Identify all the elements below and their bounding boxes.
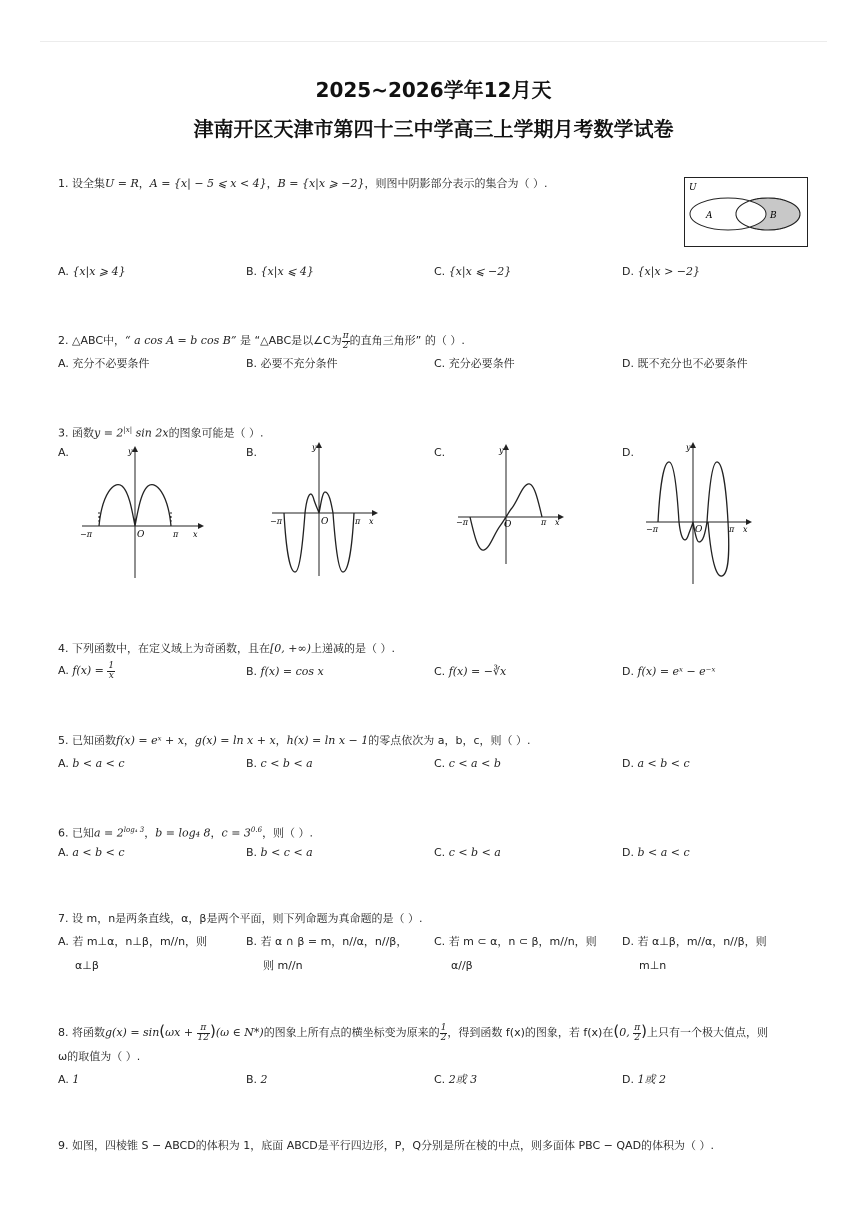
q7-option-d[interactable]: D. 若 α⊥β，m//α，n//β，则 m⊥n [622, 935, 767, 972]
q2-option-a[interactable]: A. 充分不必要条件 [58, 357, 150, 370]
q2-option-d[interactable]: D. 既不充分也不必要条件 [622, 357, 748, 370]
q5-option-b[interactable]: B. c < b < a [246, 757, 313, 770]
svg-text:π: π [355, 517, 361, 526]
q2-option-b[interactable]: B. 必要不充分条件 [246, 357, 338, 370]
q7-option-c[interactable]: C. 若 m ⊂ α，n ⊂ β，m//n，则 α//β [434, 935, 597, 972]
venn-b-label: B [770, 211, 777, 221]
svg-text:O: O [321, 517, 329, 527]
q3-graph-c[interactable] [454, 444, 566, 582]
q4-option-d[interactable]: D. f(x) = eˣ − e⁻ˣ [622, 665, 716, 678]
svg-text:x: x [193, 530, 198, 539]
q5-option-a[interactable]: A. b < a < c [58, 757, 125, 770]
question-4-stem: 4. 下列函数中，在定义域上为奇函数，且在[0, +∞)上递减的是（ ）. [58, 642, 395, 655]
q3-option-b-label[interactable]: B. [246, 446, 258, 459]
q6-option-a[interactable]: A. a < b < c [58, 846, 125, 859]
q4-option-b[interactable]: B. f(x) = cos x [246, 665, 324, 678]
q3-graph-d[interactable] [642, 440, 754, 586]
q7-option-b[interactable]: B. 若 α ∩ β = m，n//α，n//β， 则 m//n [246, 935, 408, 972]
q1-option-a[interactable]: A. {x|x ⩾ 4} [58, 265, 126, 278]
q1-option-b[interactable]: B. {x|x ⩽ 4} [246, 265, 314, 278]
q8-option-d[interactable]: D. 1或 2 [622, 1073, 666, 1086]
exam-title-line1: 2025~2026学年12月天 [315, 78, 552, 102]
question-1-stem: 1. 设全集U = R，A = {x| − 5 ⩽ x < 4}，B = {x|x ⩾ −2}，则图中阴影部分表示的集合为（ ）. [58, 177, 548, 190]
svg-text:−π: −π [80, 530, 92, 539]
q3-graph-b[interactable] [268, 440, 380, 578]
svg-text:y: y [128, 447, 133, 456]
q2-option-c[interactable]: C. 充分必要条件 [434, 357, 515, 370]
svg-text:O: O [695, 525, 703, 535]
svg-text:y: y [312, 443, 317, 452]
q7-option-a[interactable]: A. 若 m⊥α，n⊥β，m//n，则 α⊥β [58, 935, 208, 972]
svg-text:−π: −π [270, 517, 282, 526]
q3-option-a-label[interactable]: A. [58, 446, 69, 459]
q4-option-a[interactable]: A. f(x) = $\frac{1}{x}$ [58, 660, 115, 681]
svg-text:−π: −π [456, 518, 468, 527]
svg-text:x: x [555, 518, 560, 527]
venn-u-label: U [689, 183, 697, 193]
venn-a-label: A [706, 211, 713, 221]
q5-option-c[interactable]: C. c < a < b [434, 757, 501, 770]
svg-text:x: x [743, 525, 748, 534]
q3-option-d-label[interactable]: D. [622, 446, 634, 459]
venn-diagram [684, 177, 808, 247]
question-6-stem: 6. 已知$a = 2^{log_4 3}$，b = log₄ 8，$c = 3^{0.6}$，则（ ）. [58, 826, 314, 840]
q4-option-c[interactable]: C. f(x) = −∛x [434, 665, 507, 678]
svg-text:−π: −π [646, 525, 658, 534]
top-rule [40, 41, 827, 42]
svg-text:y: y [499, 446, 504, 455]
question-5-stem: 5. 已知函数f(x) = eˣ + x，g(x) = ln x + x，h(x) = ln x − 1的零点依次为 a，b，c，则（ ）. [58, 734, 531, 747]
q6-option-b[interactable]: B. b < c < a [246, 846, 313, 859]
svg-text:π: π [729, 525, 735, 534]
svg-text:π: π [541, 518, 547, 527]
q6-option-c[interactable]: C. c < b < a [434, 846, 501, 859]
q5-option-d[interactable]: D. a < b < c [622, 757, 690, 770]
q3-option-c-label[interactable]: C. [434, 446, 446, 459]
question-9-stem: 9. 如图，四棱锥 S − ABCD的体积为 1，底面 ABCD是平行四边形，P，Q分别是所在棱的中点，则多面体 PBC − QAD的体积为（ ）. [58, 1139, 715, 1152]
question-3-stem: 3. 函数$y = 2^{|x|}$ sin 2x的图象可能是（ ）. [58, 426, 264, 440]
q3-graph-a[interactable] [74, 444, 204, 582]
q6-option-d[interactable]: D. b < a < c [622, 846, 690, 859]
exam-title-line2: 津南开区天津市第四十三中学高三上学期月考数学试卷 [193, 117, 674, 141]
svg-text:O: O [504, 520, 512, 530]
question-2-stem: 2. △ABC中，“ a cos A = b cos B” 是 “△ABC是以∠C为 $\frac{\pi}{2}$ 的直角三角形” 的（ ）. [58, 330, 465, 351]
q1-option-d[interactable]: D. {x|x > −2} [622, 265, 701, 278]
svg-text:x: x [369, 517, 374, 526]
q8-option-a[interactable]: A. 1 [58, 1073, 80, 1086]
svg-text:π: π [173, 530, 179, 539]
q2-fraction: $\frac{\pi}{2}$ [342, 330, 349, 351]
question-7-stem: 7. 设 m，n是两条直线，α，β是两个平面，则下列命题为真命题的是（ ）. [58, 912, 423, 925]
svg-text:O: O [137, 530, 145, 540]
q8-option-c[interactable]: C. 2或 3 [434, 1073, 478, 1086]
question-8-stem: 8. 将函数g(x) = sin(ωx + $\frac{\pi}{12}$ )(ω ∈ N*)的图象上所有点的横坐标变为原来的 $\frac{1}{2}$ ，得到函数 f(x)的图象，若 f(x)在(0, $\frac{\pi}{2}$ )上只有一个极大值点，则 [58, 1022, 768, 1043]
q1-option-c[interactable]: C. {x|x ⩽ −2} [434, 265, 512, 278]
question-8-stem-line2: ω的取值为（ ）. [58, 1050, 141, 1063]
svg-text:y: y [686, 443, 691, 452]
q8-option-b[interactable]: B. 2 [246, 1073, 268, 1086]
